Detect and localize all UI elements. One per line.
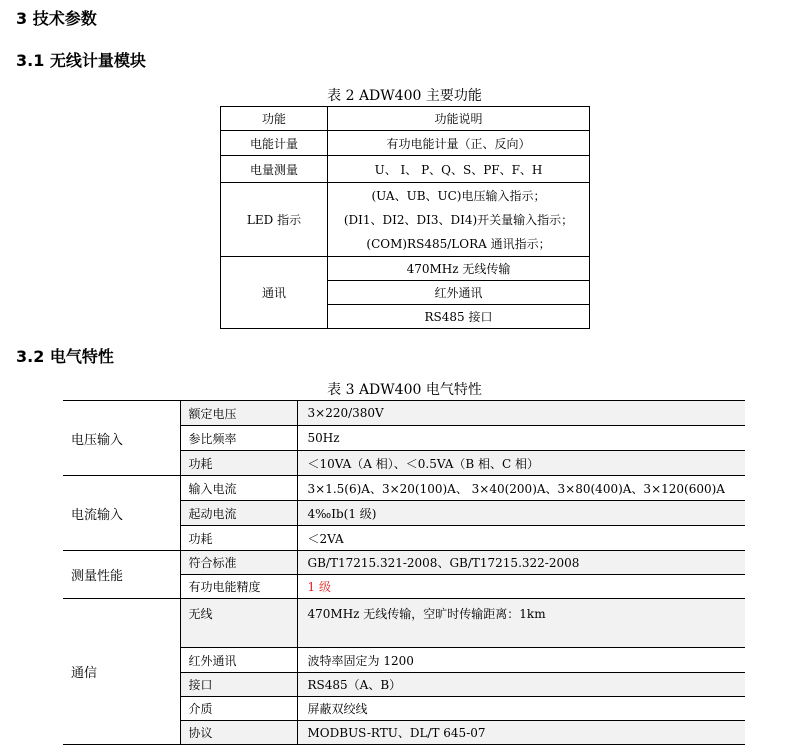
label-cell: 无线: [180, 599, 297, 648]
accuracy-value-cell: 1 级: [297, 575, 745, 599]
label-cell: 红外通讯: [180, 648, 297, 673]
label-cell: 输入电流: [180, 476, 297, 501]
value-cell: RS485（A、B）: [297, 673, 745, 697]
table2-caption: 表 2 ADW400 主要功能: [327, 88, 482, 104]
description-cell: U、 I、 P、Q、S、PF、F、H: [328, 156, 590, 183]
subsection-title-electrical: 3.2 电气特性: [16, 347, 114, 366]
value-cell: 波特率固定为 1200: [297, 648, 745, 673]
value-cell: 屏蔽双绞线: [297, 697, 745, 721]
subsection-title-wireless-module: 3.1 无线计量模块: [16, 51, 146, 70]
value-cell: 4‰Ib(1 级): [297, 501, 745, 526]
function-cell: 通讯: [221, 257, 328, 329]
electrical-characteristics-table: [63, 400, 745, 745]
label-cell: 起动电流: [180, 501, 297, 526]
function-cell: 电量测量: [221, 156, 328, 183]
label-cell: 协议: [180, 721, 297, 745]
label-cell: 接口: [180, 673, 297, 697]
description-cell: RS485 接口: [328, 305, 590, 329]
table-row: [63, 401, 745, 426]
description-cell: 红外通讯: [328, 281, 590, 305]
table-row: [221, 156, 590, 183]
value-cell: 470MHz 无线传输，空旷时传输距离：1km: [297, 599, 745, 648]
table-row: [221, 131, 590, 156]
table-row: [63, 476, 745, 501]
function-cell: 电能计量: [221, 131, 328, 156]
description-cell: [328, 183, 590, 257]
value-cell: 3×1.5(6)A、3×20(100)A、 3×40(200)A、3×80(400)A、3×120(600)A: [297, 476, 745, 501]
group-cell: 通信: [63, 599, 180, 745]
table-row: [221, 257, 590, 281]
label-cell: 符合标准: [180, 551, 297, 575]
group-cell: 电压输入: [63, 401, 180, 476]
group-cell: 测量性能: [63, 551, 180, 599]
table-row: [63, 599, 745, 648]
led-line: (DI1、DI2、DI3、DI4)开关量输入指示；: [343, 212, 574, 227]
group-cell: 电流输入: [63, 476, 180, 551]
header-cell: 功能: [221, 107, 328, 131]
label-cell: 介质: [180, 697, 297, 721]
label-cell: 有功电能精度: [180, 575, 297, 599]
value-cell: 50Hz: [297, 426, 745, 451]
function-cell: LED 指示: [221, 183, 328, 257]
table-row: [221, 107, 590, 131]
section-title: 3 技术参数: [16, 9, 97, 28]
led-line: (COM)RS485/LORA 通讯指示；: [366, 236, 551, 251]
table-row: [63, 551, 745, 575]
description-cell: 470MHz 无线传输: [328, 257, 590, 281]
value-cell: ＜10VA（A 相）、＜0.5VA（B 相、C 相）: [297, 451, 745, 476]
label-cell: 参比频率: [180, 426, 297, 451]
table3-caption: 表 3 ADW400 电气特性: [327, 382, 482, 398]
value-cell: 3×220/380V: [297, 401, 745, 426]
label-cell: 功耗: [180, 451, 297, 476]
table-row: [221, 183, 590, 257]
label-cell: 功耗: [180, 526, 297, 551]
value-cell: MODBUS-RTU、DL/T 645-07: [297, 721, 745, 745]
description-cell: 有功电能计量（正、反向）: [328, 131, 590, 156]
value-cell: GB/T17215.321-2008、GB/T17215.322-2008: [297, 551, 745, 575]
value-cell: ＜2VA: [297, 526, 745, 551]
led-line: (UA、UB、UC)电压输入指示；: [371, 188, 546, 203]
main-functions-table: [220, 106, 590, 329]
label-cell: 额定电压: [180, 401, 297, 426]
header-cell: 功能说明: [328, 107, 590, 131]
